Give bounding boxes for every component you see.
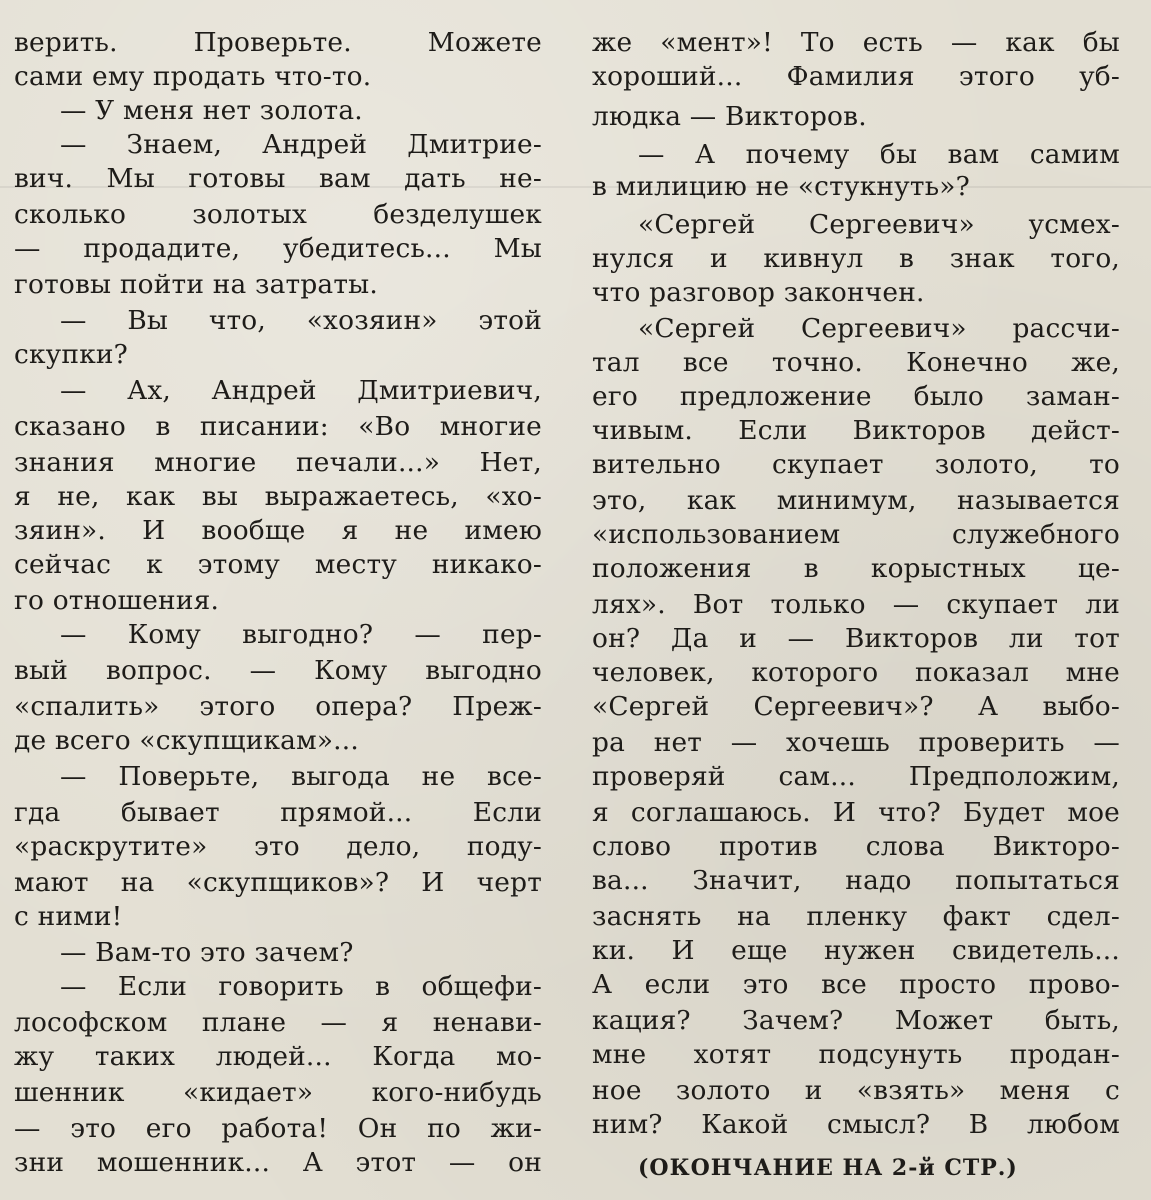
text-line: лях». Вот только — скупает ли	[592, 589, 1120, 620]
text-line: это, как минимум, называется	[592, 485, 1120, 516]
text-line: «раскрутите» это дело, поду-	[14, 831, 542, 862]
text-line: нулся и кивнул в знак того,	[592, 243, 1120, 274]
text-line: — Вам-то это зачем?	[60, 937, 354, 968]
text-line: — Ах, Андрей Дмитриевич,	[60, 375, 542, 406]
text-line: «Сергей Сергеевич» рассчи-	[638, 313, 1120, 344]
text-line: жу таких людей... Когда мо-	[14, 1041, 542, 1072]
text-line: сколько золотых безделушек	[14, 199, 542, 230]
text-line: «Сергей Сергеевич»? А выбо-	[592, 691, 1120, 722]
text-line: в милицию не «стукнуть»?	[592, 171, 970, 202]
text-line: заснять на пленку факт сдел-	[592, 901, 1120, 932]
text-line: шенник «кидает» кого-нибудь	[14, 1077, 542, 1108]
text-line: ра нет — хочешь проверить —	[592, 727, 1120, 758]
text-line: я не, как вы выражаетесь, «хо-	[14, 481, 542, 512]
text-line: верить. Проверьте. Можете	[14, 27, 542, 58]
text-line: же «мент»! То есть — как бы	[592, 27, 1120, 58]
text-line: ки. И еще нужен свидетель...	[592, 935, 1120, 966]
text-line: «спалить» этого опера? Преж-	[14, 691, 542, 722]
text-line: — это его работа! Он по жи-	[14, 1113, 542, 1144]
text-line: что разговор закончен.	[592, 277, 925, 308]
text-line: проверяй сам... Предположим,	[592, 761, 1120, 792]
text-line: слово против слова Викторо-	[592, 831, 1120, 862]
text-line: зяин». И вообще я не имею	[14, 515, 542, 546]
text-line: гда бывает прямой... Если	[14, 797, 542, 828]
text-line: он? Да и — Викторов ли тот	[592, 623, 1120, 654]
text-line: го отношения.	[14, 585, 220, 616]
text-line: сами ему продать что-то.	[14, 61, 372, 92]
text-line: кация? Зачем? Может быть,	[592, 1005, 1120, 1036]
text-line: вый вопрос. — Кому выгодно	[14, 655, 542, 686]
text-line: мают на «скупщиков»? И черт	[14, 867, 542, 898]
text-line: вич. Мы готовы вам дать не-	[14, 163, 542, 194]
text-line: чивым. Если Викторов дейст-	[592, 415, 1120, 446]
text-line: — У меня нет золота.	[60, 95, 363, 126]
text-line: сейчас к этому месту никако-	[14, 549, 542, 580]
text-line: положения в корыстных це-	[592, 553, 1120, 584]
text-line: де всего «скупщикам»...	[14, 725, 359, 756]
text-line: мне хотят подсунуть продан-	[592, 1039, 1120, 1070]
text-line: сказано в писании: «Во многие	[14, 411, 542, 442]
text-line: ним? Какой смысл? В любом	[592, 1109, 1120, 1140]
continuation-note: (ОКОНЧАНИЕ НА 2-й СТР.)	[638, 1155, 1018, 1181]
text-line: ва... Значит, надо попытаться	[592, 865, 1120, 896]
text-line: людка — Викторов.	[592, 101, 867, 132]
text-line: лософском плане — я ненави-	[14, 1007, 542, 1038]
text-line: «использованием служебного	[592, 519, 1120, 550]
text-line: его предложение было заман-	[592, 381, 1120, 412]
text-line: А если это все просто прово-	[592, 969, 1120, 1000]
text-line: готовы пойти на затраты.	[14, 269, 378, 300]
text-line: — продадите, убедитесь... Мы	[14, 233, 542, 264]
text-line: с ними!	[14, 901, 123, 932]
text-line: человек, которого показал мне	[592, 657, 1120, 688]
text-line: зни мошенник... А этот — он	[14, 1147, 542, 1178]
text-line: «Сергей Сергеевич» усмех-	[638, 209, 1120, 240]
text-line: — Кому выгодно? — пер-	[60, 619, 542, 650]
text-line: — Знаем, Андрей Дмитрие-	[60, 129, 542, 160]
text-line: — А почему бы вам самим	[638, 139, 1120, 170]
text-line: — Если говорить в общефи-	[60, 971, 542, 1002]
text-line: я соглашаюсь. И что? Будет мое	[592, 797, 1120, 828]
text-line: вительно скупает золото, то	[592, 449, 1120, 480]
text-line: — Вы что, «хозяин» этой	[60, 305, 542, 336]
text-line: — Поверьте, выгода не все-	[60, 761, 542, 792]
text-line: хороший... Фамилия этого уб-	[592, 61, 1120, 92]
text-line: тал все точно. Конечно же,	[592, 347, 1120, 378]
text-line: знания многие печали...» Нет,	[14, 447, 542, 478]
text-line: скупки?	[14, 339, 129, 370]
text-line: ное золото и «взять» меня с	[592, 1075, 1120, 1106]
